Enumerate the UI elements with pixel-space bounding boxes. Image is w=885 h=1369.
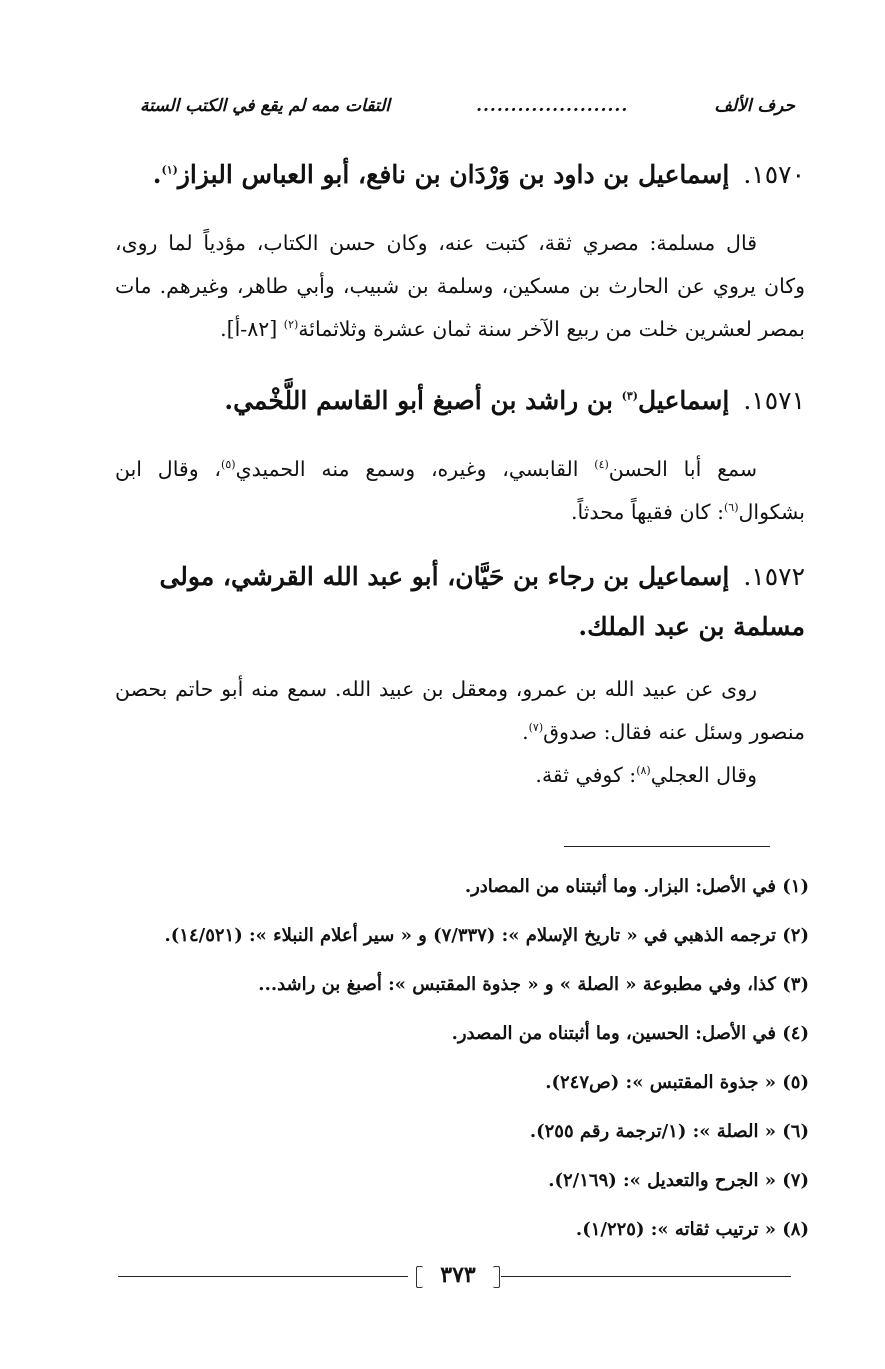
entry-text-end: [٨٢-أ]. [220, 317, 284, 341]
footnote-ref: (٥) [221, 458, 236, 472]
footnote-ref: (٦) [723, 501, 739, 515]
footnote-5: (٥) « جذوة المقتبس »: (ص٢٤٧). [545, 1072, 809, 1093]
entry-1570-title [153, 160, 805, 189]
entry-text: روى عن عبيد الله بن عمرو، ومعقل بن عبيد الله. سمع منه أبو حاتم بحصن منصور وسئل عنه فقال: صدوق [115, 677, 805, 744]
entry-1572-body [115, 668, 805, 797]
footnote-ref: (٣) [621, 389, 638, 403]
footer-rule-right [501, 1276, 791, 1277]
entry-text: قال مسلمة: مصري ثقة، كتبت عنه، وكان حسن الكتاب، مؤدياً لما روى، وكان يروي عن الحارث بن مسكين، وسلمة بن شبيب، وأبي طاهر، وغيرهم. مات بمصر لعشرين خلت من ربيع الآخر سنة ثمان عشرة وثلاثمائة [115, 231, 805, 341]
footnote-1: (١) في الأصل: البزار. وما أثبتناه من المصادر. [464, 876, 809, 897]
footnote-ref: (٧) [528, 721, 544, 735]
entry-1572-title [125, 552, 805, 652]
header-dots: ...................... [476, 96, 629, 116]
entry-1571-title [224, 386, 805, 415]
entry-text: القابسي، وغيره، وسمع منه الحميدي [235, 457, 595, 481]
entry-text: . [522, 720, 529, 744]
entry-text: ، وقال ابن بشكوال [115, 457, 805, 524]
entry-number: ١٥٧١. [743, 386, 805, 415]
entry-text: سمع أبا الحسن [608, 457, 758, 481]
footnote-ref: (١) [161, 163, 178, 177]
entry-name-rest: بن راشد بن أصبغ أبو القاسم اللَّخْمي. [224, 386, 622, 415]
entry-name: إسماعيل بن داود بن وَرْدَان بن نافع، أبو العباس البزاز [177, 160, 730, 189]
entry-name: إسماعيل بن رجاء بن حَيَّان، أبو عبد الله القرشي، مولى مسلمة بن عبد الملك. [159, 562, 805, 641]
entry-text: وقال العجلي [650, 763, 757, 787]
entry-text: : كوفي ثقة. [535, 763, 637, 787]
footnote-4: (٤) في الأصل: الحسين، وما أثبتناه من المصدر. [451, 1023, 809, 1044]
footnote-ref: (٨) [636, 764, 651, 778]
footnote-7: (٧) « الجرح والتعديل »: (٢/١٦٩). [548, 1170, 809, 1191]
entry-number: ١٥٧٠. [743, 160, 805, 189]
footnote-2: (٢) ترجمه الذهبي في « تاريخ الإسلام »: (٧/٣٣٧) و « سير أعلام النبلاء »: (١٤/٥٢١). [164, 925, 809, 946]
entry-1570-body [115, 222, 805, 351]
entry-number: ١٥٧٢. [743, 562, 805, 591]
running-header [140, 96, 795, 116]
footnotes [109, 862, 809, 1254]
footnote-6: (٦) « الصلة »: (١/ترجمة رقم ٢٥٥). [529, 1121, 809, 1142]
page-number: ٣٧٣ [418, 1262, 498, 1288]
entry-name: إسماعيل [637, 386, 730, 415]
footnote-separator [564, 846, 770, 847]
header-chapter: حرف الألف [714, 96, 795, 116]
page-footer [118, 1262, 791, 1290]
header-book-title: التقات ممه لم يقع في الكتب الستة [140, 96, 390, 116]
footnote-3: (٣) كذا، وفي مطبوعة « الصلة » و « جذوة المقتبس »: أصبغ بن راشد... [258, 974, 809, 995]
entry-1571-body [115, 448, 805, 534]
entry-title-end: . [152, 160, 162, 189]
footer-rule-left [118, 1276, 408, 1277]
entry-text: : كان فقيهاً محدثاً. [570, 500, 724, 524]
footnote-ref: (٤) [594, 458, 609, 472]
footnote-8: (٨) « ترتيب ثقاته »: (١/٢٢٥). [575, 1219, 809, 1240]
footnote-ref: (٢) [283, 318, 299, 332]
